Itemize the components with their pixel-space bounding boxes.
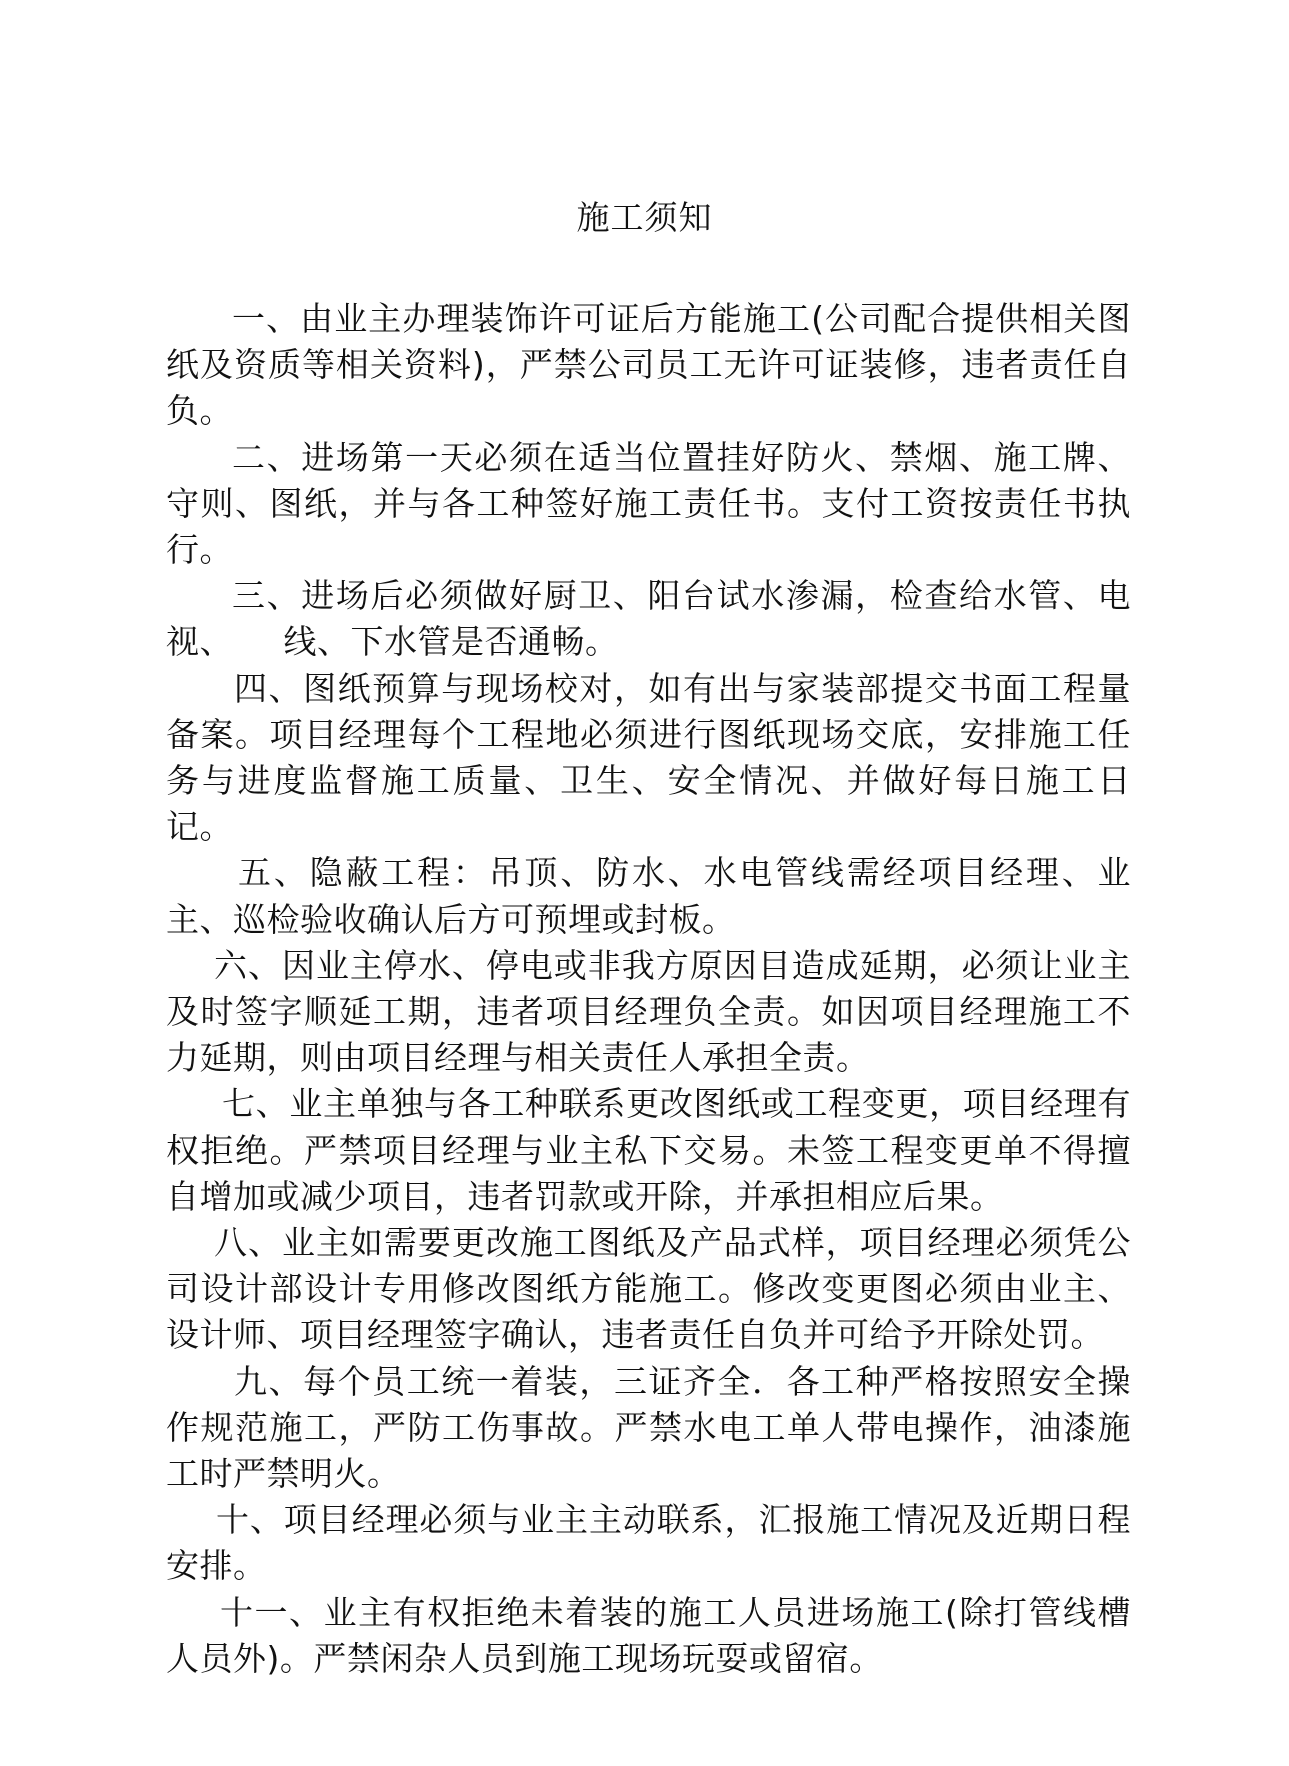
- paragraph-3: 三、进场后必须做好厨卫、阳台试水渗漏，检查给水管、电视、 线、下水管是否通畅。: [166, 576, 1131, 662]
- paragraph-4: 四、图纸预算与现场校对，如有出与家装部提交书面工程量备案。项目经理每个工程地必须进行图纸现场交底，安排施工任务与进度监督施工质量、卫生、安全情况、并做好每日施工日记。: [166, 668, 1131, 847]
- paragraph-5: 五、隐蔽工程：吊顶、防水、水电管线需经项目经理、业主、巡检验收确认后方可预埋或封板。: [166, 853, 1131, 939]
- paragraph-10: 十、项目经理必须与业主主动联系，汇报施工情况及近期日程安排。: [166, 1500, 1131, 1586]
- paragraph-7: 七、业主单独与各工种联系更改图纸或工程变更，项目经理有权拒绝。严禁项目经理与业主私下交易。未签工程变更单不得擅自增加或减少项目，违者罚款或开除，并承担相应后果。: [166, 1084, 1131, 1216]
- paragraph-1: 一、由业主办理装饰许可证后方能施工(公司配合提供相关图纸及资质等相关资料)，严禁公司员工无许可证装修，违者责任自负。: [166, 299, 1131, 431]
- document-title: 施工须知: [576, 198, 713, 237]
- paragraph-11: 十一、业主有权拒绝未着装的施工人员进场施工(除打管线槽人员外)。严禁闲杂人员到施工现场玩耍或留宿。: [166, 1592, 1131, 1678]
- paragraph-9: 九、每个员工统一着装，三证齐全．各工种严格按照安全操作规范施工，严防工伤事故。严禁水电工单人带电操作，油漆施工时严禁明火。: [166, 1361, 1131, 1494]
- paragraph-8: 八、业主如需要更改施工图纸及产品式样，项目经理必须凭公司设计部设计专用修改图纸方能施工。修改变更图必须由业主、设计师、项目经理签字确认，违者责任自负并可给予开除处罚。: [166, 1223, 1131, 1355]
- document-body: [166, 296, 1131, 1682]
- paragraph-2: 二、进场第一天必须在适当位置挂好防火、禁烟、施工牌、守则、图纸，并与各工种签好施工责任书。支付工资按责任书执行。: [166, 437, 1131, 570]
- paragraph-6: 六、因业主停水、停电或非我方原因目造成延期，必须让业主及时签字顺延工期，违者项目经理负全责。如因项目经理施工不力延期，则由项目经理与相关责任人承担全责。: [166, 945, 1131, 1078]
